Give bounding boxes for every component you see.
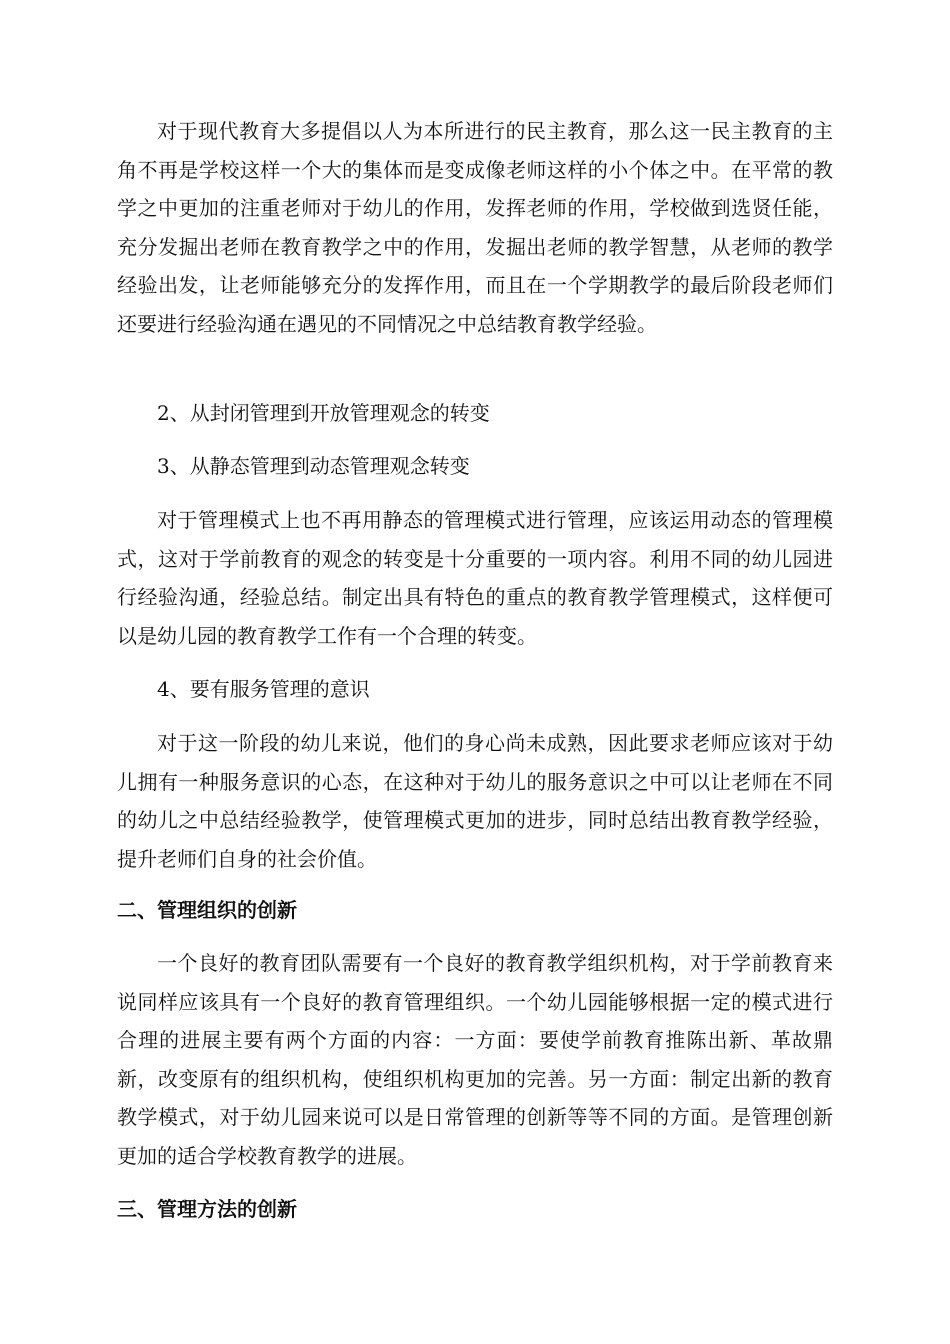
list-item-open-management: 2、从封闭管理到开放管理观念的转变 [157, 401, 490, 425]
paragraph-dynamic-management: 对于管理模式上也不再用静态的管理模式进行管理，应该运用动态的管理模式，这对于学前教育的观念的转变是十分重要的一项内容。利用不同的幼儿园进行经验沟通，经验总结。制定出具有特色的重点的教育教学管理模式，这样便可以是幼儿园的教育教学工作有一个合理的转变。 [117, 508, 833, 648]
section-heading-organization: 二、管理组织的创新 [117, 898, 297, 922]
list-item-service-management: 4、要有服务管理的意识 [157, 677, 370, 701]
section-heading-methods: 三、管理方法的创新 [117, 1197, 297, 1221]
paragraph-organization-innovation: 一个良好的教育团队需要有一个良好的教育教学组织机构，对于学前教育来说同样应该具有一个良好的教育管理组织。一个幼儿园能够根据一定的模式进行合理的进展主要有两个方面的内容：一方面：要使学前教育推陈出新、革故鼎新，改变原有的组织机构，使组织机构更加的完善。另一方面：制定出新的教育教学模式，对于幼儿园来说可以是日常管理的创新等等不同的方面。是管理创新更加的适合学校教育教学的进展。 [117, 951, 833, 1168]
list-item-dynamic-management: 3、从静态管理到动态管理观念转变 [157, 454, 470, 478]
paragraph-service-awareness: 对于这一阶段的幼儿来说，他们的身心尚未成熟，因此要求老师应该对于幼儿拥有一种服务意识的心态，在这种对于幼儿的服务意识之中可以让老师在不同的幼儿之中总结经验教学，使管理模式更加的进步，同时总结出教育教学经验，提升老师们自身的社会价值。 [117, 731, 833, 871]
paragraph-democratic-education: 对于现代教育大多提倡以人为本所进行的民主教育，那么这一民主教育的主角不再是学校这样一个大的集体而是变成像老师这样的小个体之中。在平常的教学之中更加的注重老师对于幼儿的作用，发挥老师的作用，学校做到选贤任能，充分发掘出老师在教育教学之中的作用，发掘出老师的教学智慧，从老师的教学经验出发，让老师能够充分的发挥作用，而且在一个学期教学的最后阶段老师们还要进行经验沟通在遇见的不同情况之中总结教育教学经验。 [117, 119, 833, 336]
